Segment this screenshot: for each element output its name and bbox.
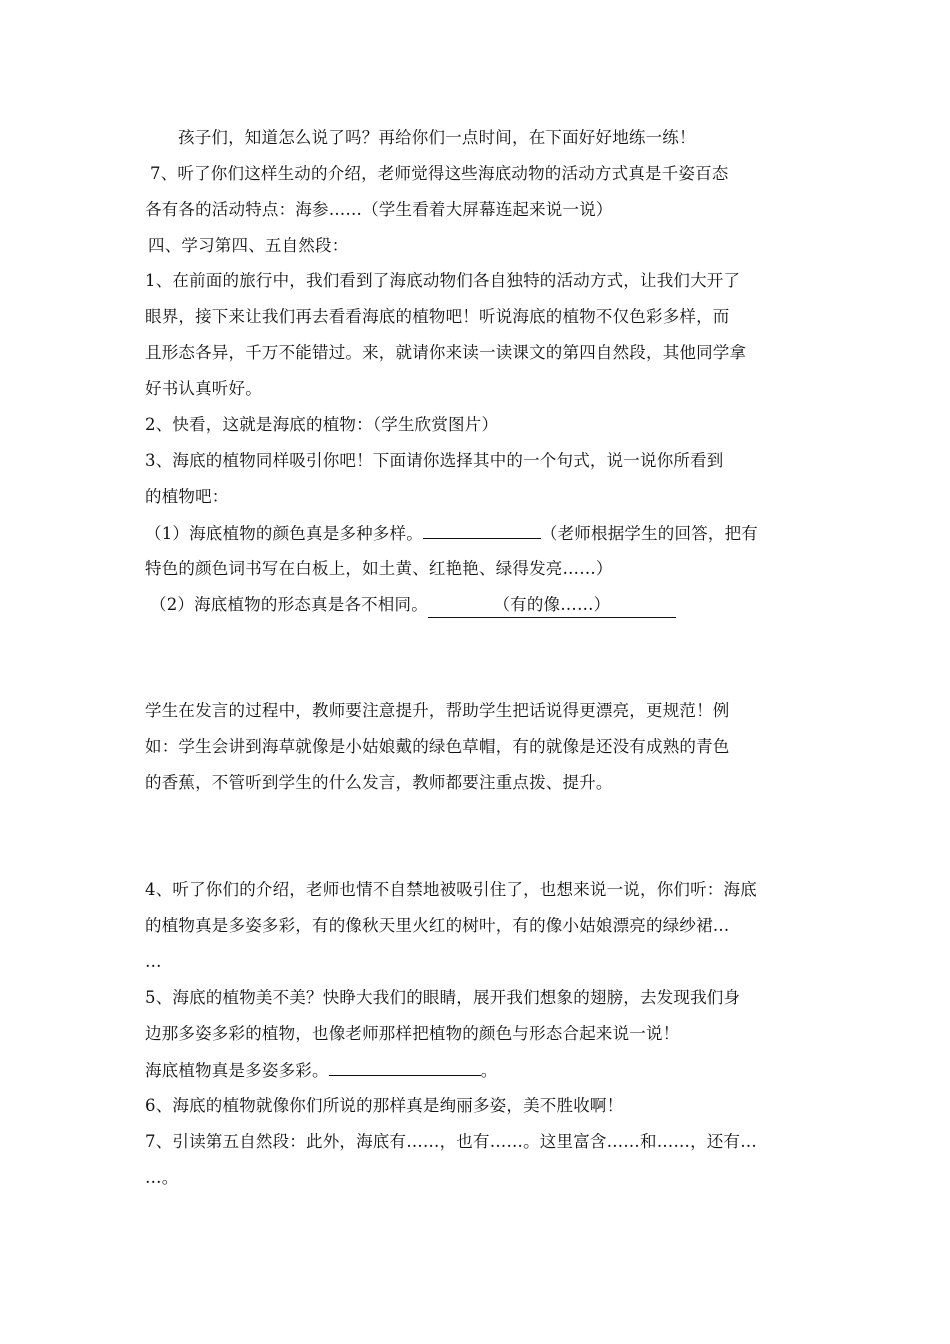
- fill-in-blank: [329, 1059, 481, 1076]
- paragraph-line: 的植物吧：: [145, 487, 229, 506]
- fill-in-blank: [423, 522, 541, 539]
- paragraph-line: 好书认真听好。: [145, 379, 262, 398]
- paragraph-line: 学生在发言的过程中，教师要注意提升，帮助学生把话说得更漂亮，更规范！例: [145, 701, 730, 720]
- paragraph-line: 的香蕉，不管听到学生的什么发言，教师都要注重点拨、提升。: [145, 773, 613, 792]
- sentence-pattern-1-text: （1）海底植物的颜色真是多种多样。: [145, 524, 423, 543]
- paragraph-line: 2、快看，这就是海底的植物：（学生欣赏图片）: [145, 415, 499, 434]
- sentence-pattern-1-note: （老师根据学生的回答，把有: [540, 524, 759, 543]
- paragraph-line: 1、在前面的旅行中，我们看到了海底动物们各自独特的活动方式，让我们大开了: [145, 271, 741, 290]
- sentence-pattern-2-text: （2）海底植物的形态真是各不相同。: [150, 595, 428, 614]
- paragraph-line: 6、海底的植物就像你们所说的那样真是绚丽多姿，美不胜收啊！: [145, 1096, 624, 1115]
- fill-in-sentence: [145, 1059, 810, 1082]
- paragraph-line: 边那多姿多彩的植物，也像老师那样把植物的颜色与形态合起来说一说！: [145, 1024, 680, 1043]
- paragraph-line: 7、引读第五自然段：此外，海底有……，也有……。这里富含……和……，还有…: [145, 1132, 757, 1151]
- sentence-pattern-2: [150, 594, 815, 618]
- sentence-pattern-1: [145, 522, 810, 545]
- paragraph-line: 7、听了你们这样生动的介绍，老师觉得这些海底动物的活动方式真是千姿百态: [150, 164, 729, 183]
- paragraph-line: 且形态各异，千万不能错过。来，就请你来读一读课文的第四自然段，其他同学拿: [145, 343, 747, 362]
- sentence-pattern-2-note: （有的像……）: [428, 594, 676, 618]
- paragraph-line: 5、海底的植物美不美？快睁大我们的眼睛，展开我们想象的翅膀，去发现我们身: [145, 988, 741, 1007]
- paragraph-line: 孩子们，知道怎么说了吗？再给你们一点时间，在下面好好地练一练！: [178, 128, 696, 147]
- paragraph-line: 特色的颜色词书写在白板上，如土黄、红艳艳、绿得发亮……）: [145, 559, 613, 578]
- paragraph-line: 各有各的活动特点：海参……（学生看着大屏幕连起来说一说）: [145, 200, 613, 219]
- paragraph-line: …: [145, 952, 162, 971]
- paragraph-line: …。: [145, 1168, 179, 1187]
- paragraph-line: 3、海底的植物同样吸引你吧！下面请你选择其中的一个句式，说一说你所看到: [145, 451, 724, 470]
- paragraph-line: 如：学生会讲到海草就像是小姑娘戴的绿色草帽，有的就像是还没有成熟的青色: [145, 737, 730, 756]
- paragraph-line: 眼界，接下来让我们再去看看海底的植物吧！听说海底的植物不仅色彩多样，而: [145, 307, 730, 326]
- section-heading: 四、学习第四、五自然段：: [148, 236, 349, 255]
- paragraph-line: 的植物真是多姿多彩，有的像秋天里火红的树叶，有的像小姑娘漂亮的绿纱裙…: [145, 916, 730, 935]
- fill-in-sentence-text: 海底植物真是多姿多彩。: [145, 1061, 329, 1080]
- paragraph-line: 4、听了你们的介绍，老师也情不自禁地被吸引住了，也想来说一说，你们听：海底: [145, 880, 757, 899]
- fill-in-sentence-end: 。: [480, 1061, 498, 1080]
